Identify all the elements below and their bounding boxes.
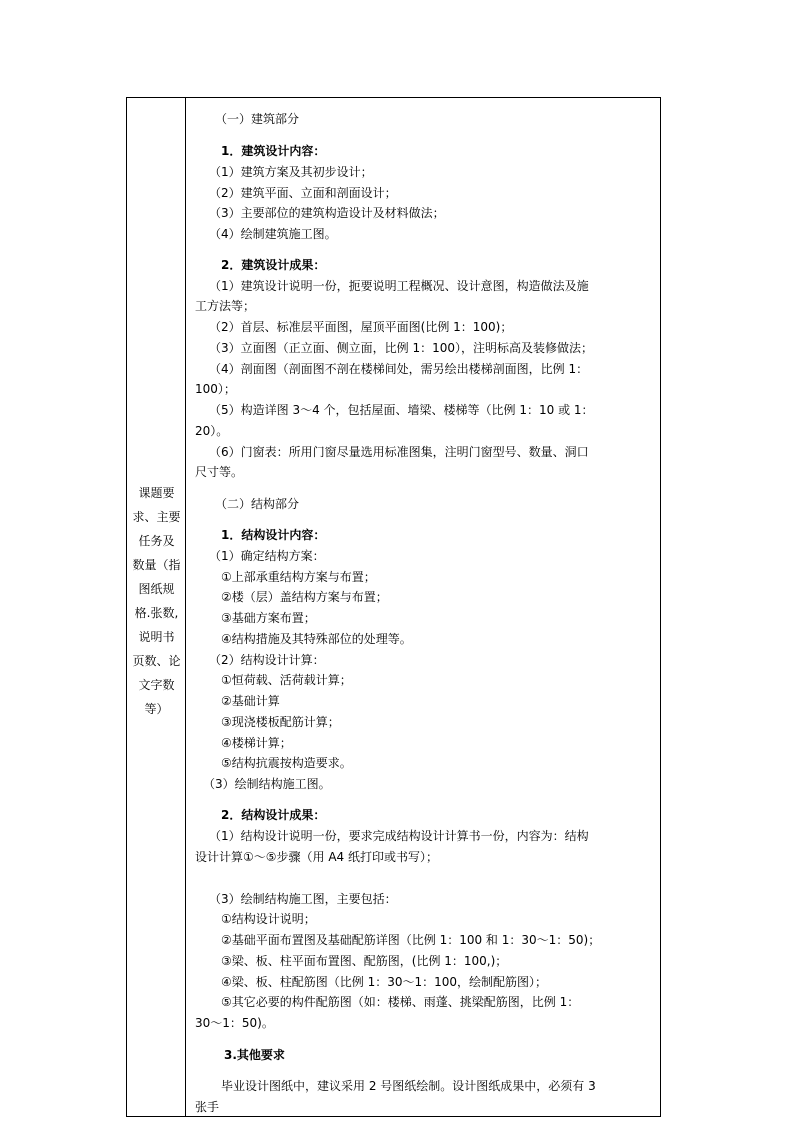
sub-item: ①恒荷载、活荷载计算； bbox=[221, 673, 352, 687]
list-item: （2）首层、标准层平面图，屋顶平面图(比例 1：100)； bbox=[209, 320, 513, 334]
sub-item: ①上部承重结构方案与布置； bbox=[221, 570, 376, 584]
list-item: （5）构造详图 3～4 个，包括屋面、墙梁、楼梯等（比例 1：10 或 1： bbox=[209, 403, 594, 417]
list-item-cont: 尺寸等。 bbox=[195, 465, 244, 479]
sub-item: ③现浇楼板配筋计算； bbox=[221, 715, 340, 729]
sub-item: ⑤其它必要的构件配筋图（如：楼梯、雨蓬、挑梁配筋图，比例 1： bbox=[221, 995, 580, 1009]
list-item: （3）主要部位的建筑构造设计及材料做法； bbox=[209, 206, 445, 220]
section-title-structure: （二）结构部分 bbox=[215, 497, 300, 511]
heading-arch-design-results: 2．建筑设计成果： bbox=[221, 258, 326, 272]
requirements-table bbox=[126, 97, 661, 1117]
label-line: 等） bbox=[144, 702, 169, 716]
list-item: （6）门窗表：所用门窗尽量选用标准图集，注明门窗型号、数量、洞口 bbox=[209, 445, 589, 459]
sub-item: ②基础平面布置图及基础配筋详图（比例 1：100 和 1：30～1：50)； bbox=[221, 933, 601, 947]
paragraph-cont: 张手 bbox=[195, 1100, 220, 1114]
label-line: 文字数 bbox=[138, 678, 175, 692]
paragraph: 毕业设计图纸中，建议采用 2 号图纸绘制。设计图纸成果中，必须有 3 bbox=[221, 1079, 596, 1093]
heading-struct-design-content: 1．结构设计内容： bbox=[221, 528, 326, 542]
sub-item: ②基础计算 bbox=[221, 694, 280, 708]
label-cell bbox=[127, 98, 186, 1116]
label-text bbox=[127, 481, 186, 721]
label-line: 求、主要 bbox=[132, 510, 181, 524]
sub-item: ②楼（层）盖结构方案与布置； bbox=[221, 590, 388, 604]
sub-item: ④梁、板、柱配筋图（比例 1：30～1：100，绘制配筋图）； bbox=[221, 975, 548, 989]
list-item: （4）剖面图（剖面图不剖在楼梯间处，需另绘出楼梯剖面图，比例 1： bbox=[209, 362, 589, 376]
label-line: 任务及 bbox=[138, 534, 175, 548]
list-item: （2）结构设计计算： bbox=[209, 653, 325, 667]
section-title-architecture: （一）建筑部分 bbox=[215, 112, 300, 126]
list-item: （1）建筑设计说明一份，扼要说明工程概况、设计意图，构造做法及施 bbox=[209, 279, 589, 293]
list-item: （3）绘制结构施工图，主要包括： bbox=[209, 892, 397, 906]
list-item-cont: 工方法等； bbox=[195, 299, 256, 313]
list-item: （1）结构设计说明一份，要求完成结构设计计算书一份，内容为：结构 bbox=[209, 829, 589, 843]
list-item: （4）绘制建筑施工图。 bbox=[209, 227, 337, 241]
sub-item: ①结构设计说明； bbox=[221, 912, 316, 926]
label-line: 课题要 bbox=[138, 486, 175, 500]
list-item: （1）确定结构方案： bbox=[209, 549, 325, 563]
label-line: 页数、论 bbox=[132, 654, 181, 668]
label-line: 图纸规 bbox=[138, 582, 175, 596]
heading-other-requirements: 3.其他要求 bbox=[224, 1048, 285, 1062]
list-item-cont: 100）； bbox=[195, 382, 236, 396]
list-item: （3）绘制结构施工图。 bbox=[203, 777, 331, 791]
label-line: 数量（指 bbox=[132, 558, 181, 572]
sub-item: ④结构措施及其特殊部位的处理等。 bbox=[221, 632, 412, 646]
heading-struct-design-results: 2．结构设计成果： bbox=[221, 808, 326, 822]
sub-item: ④楼梯计算； bbox=[221, 736, 292, 750]
list-item: （2）建筑平面、立面和剖面设计； bbox=[209, 186, 397, 200]
list-item-cont: 20）。 bbox=[195, 424, 229, 438]
list-item-cont: 设计计算①～⑤步骤（用 A4 纸打印或书写）； bbox=[195, 850, 438, 864]
sub-item: ③梁、板、柱平面布置图、配筋图，(比例 1：100,)； bbox=[221, 954, 508, 968]
label-line: 说明书 bbox=[138, 630, 175, 644]
list-item: （3）立面图（正立面、侧立面，比例 1：100），注明标高及装修做法； bbox=[209, 341, 593, 355]
heading-arch-design-content: 1．建筑设计内容： bbox=[221, 144, 326, 158]
content-cell bbox=[187, 98, 661, 1116]
label-line: 格.张数, bbox=[134, 606, 179, 620]
list-item: （1）建筑方案及其初步设计； bbox=[209, 165, 373, 179]
sub-item-cont: 30～1：50)。 bbox=[195, 1016, 274, 1030]
sub-item: ③基础方案布置； bbox=[221, 611, 316, 625]
sub-item: ⑤结构抗震按构造要求。 bbox=[221, 756, 352, 770]
